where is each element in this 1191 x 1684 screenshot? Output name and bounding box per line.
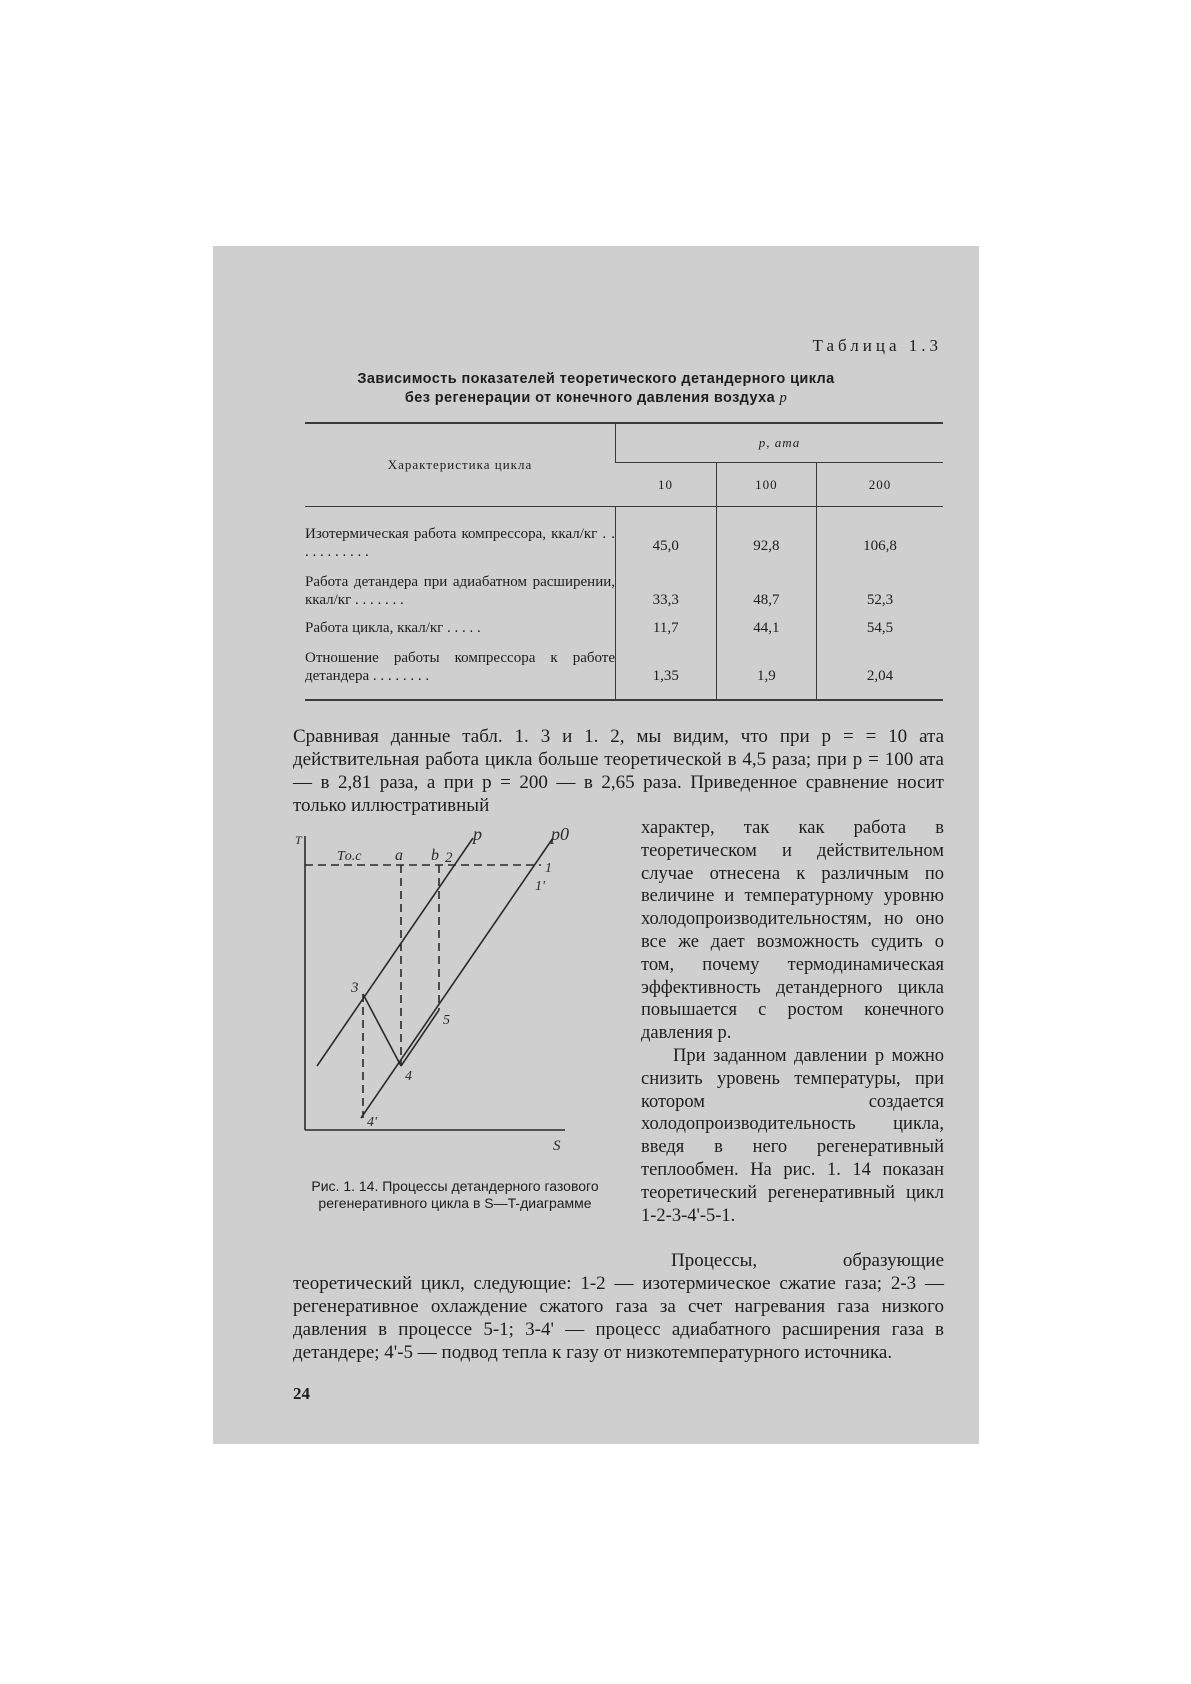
label-s-axis: S <box>553 1138 561 1154</box>
page-number: 24 <box>293 1384 310 1403</box>
cell-value: 1,35 <box>616 637 717 700</box>
row-label: Отношение работы компрессора к работе детандера . . . . . . . . <box>305 650 615 684</box>
cell-value: 33,3 <box>616 561 717 609</box>
cell-value: 52,3 <box>817 561 943 609</box>
isobar-p <box>317 838 473 1066</box>
paragraph-right-2: При заданном давлении p можно снизить уровень температуры, при котором создается холодопроизводительность цикла, введя в него регенеративный теплообмен. На рис. 1. 14 показан теоретический регенеративный цикл 1-2-3-4'-5-1. <box>641 1045 944 1226</box>
label-point-1: 1 <box>545 861 552 876</box>
page <box>213 246 979 1444</box>
row-label: Работа детандера при адиабатном расширении, ккал/кг . . . . . . . <box>305 574 615 608</box>
row-label: Работа цикла, ккал/кг . . . . . <box>305 620 481 636</box>
col-header-characteristic: Характеристика цикла <box>305 423 616 507</box>
table-title-line1: Зависимость показателей теоретического детандерного цикла <box>357 371 835 387</box>
cell-value: 106,8 <box>817 507 943 562</box>
table-title-var: p <box>779 390 788 406</box>
table-label: Таблица 1.3 <box>812 336 942 355</box>
table-title-line2: без регенерации от конечного давления воздуха p <box>404 390 788 406</box>
cell-value: 2,04 <box>817 637 943 700</box>
data-table <box>305 422 943 701</box>
paragraph-right-column <box>641 817 944 1227</box>
label-point-5: 5 <box>443 1013 450 1028</box>
label-b: b <box>431 847 439 864</box>
isobar-p0 <box>361 838 553 1118</box>
table-row <box>305 507 943 562</box>
table-row <box>305 637 943 700</box>
paragraph-processes: Процессы, образующие теоретический цикл, следующие: 1-2 — изотермическое сжатие газа; 2-3 — регенеративное охлаждение сжатого газа за счет нагревания газа низкого давления в процессе 5-1; 3-4' — процесс адиабатного расширения газа в детандере; 4'-5 — подвод тепла к газу от низкотемпературного источника. <box>293 1250 944 1363</box>
table-row <box>305 609 943 637</box>
col-header-10: 10 <box>616 463 717 507</box>
label-point-2: 2 <box>445 850 453 866</box>
label-point-1p: 1' <box>535 879 545 894</box>
process-4-5 <box>401 1010 439 1066</box>
table-title <box>213 370 979 408</box>
cell-value: 54,5 <box>817 609 943 637</box>
figure-caption: Рис. 1. 14. Процессы детандерного газового регенеративного цикла в S—T-диаграмме <box>311 1178 599 1211</box>
label-a: a <box>395 847 403 864</box>
col-header-100: 100 <box>716 463 817 507</box>
label-p: p <box>473 828 482 844</box>
paragraph-comparison: Сравнивая данные табл. 1. 3 и 1. 2, мы видим, что при p = = 10 ата действительная работа цикла больше теоретической в 4,5 раза; при p = 100 ата — в 2,81 раза, а при p = 200 — в 2,65 раза. Приведенное сравнение носит только иллюстративный <box>293 726 944 816</box>
label-point-3: 3 <box>351 980 359 996</box>
col-header-200: 200 <box>817 463 943 507</box>
col-header-pressure: p, ата <box>616 423 944 463</box>
paragraph-right-1: характер, так как работа в теоретическом и действительном случае отнесена к различным по величине и температурному уровню холодопроизводительностям, но оно все же дает возможность судить о том, почему термодинамическая эффективность детандерного цикла повышается с ростом конечного давления p. <box>641 818 944 1044</box>
st-diagram <box>295 828 615 1158</box>
table-row <box>305 561 943 609</box>
label-toc: Tо.с <box>337 849 362 864</box>
cell-value: 11,7 <box>616 609 717 637</box>
row-label: Изотермическая работа компрессора, ккал/кг . . . . . . . . . . . <box>305 526 615 560</box>
cell-value: 48,7 <box>716 561 817 609</box>
label-point-4: 4 <box>405 1069 412 1084</box>
cell-value: 1,9 <box>716 637 817 700</box>
label-p0: p0 <box>551 828 569 844</box>
label-point-4p: 4' <box>367 1115 377 1130</box>
cell-value: 92,8 <box>716 507 817 562</box>
cell-value: 45,0 <box>616 507 717 562</box>
process-3-4 <box>363 994 401 1066</box>
label-t-axis: T <box>295 833 302 847</box>
cell-value: 44,1 <box>716 609 817 637</box>
